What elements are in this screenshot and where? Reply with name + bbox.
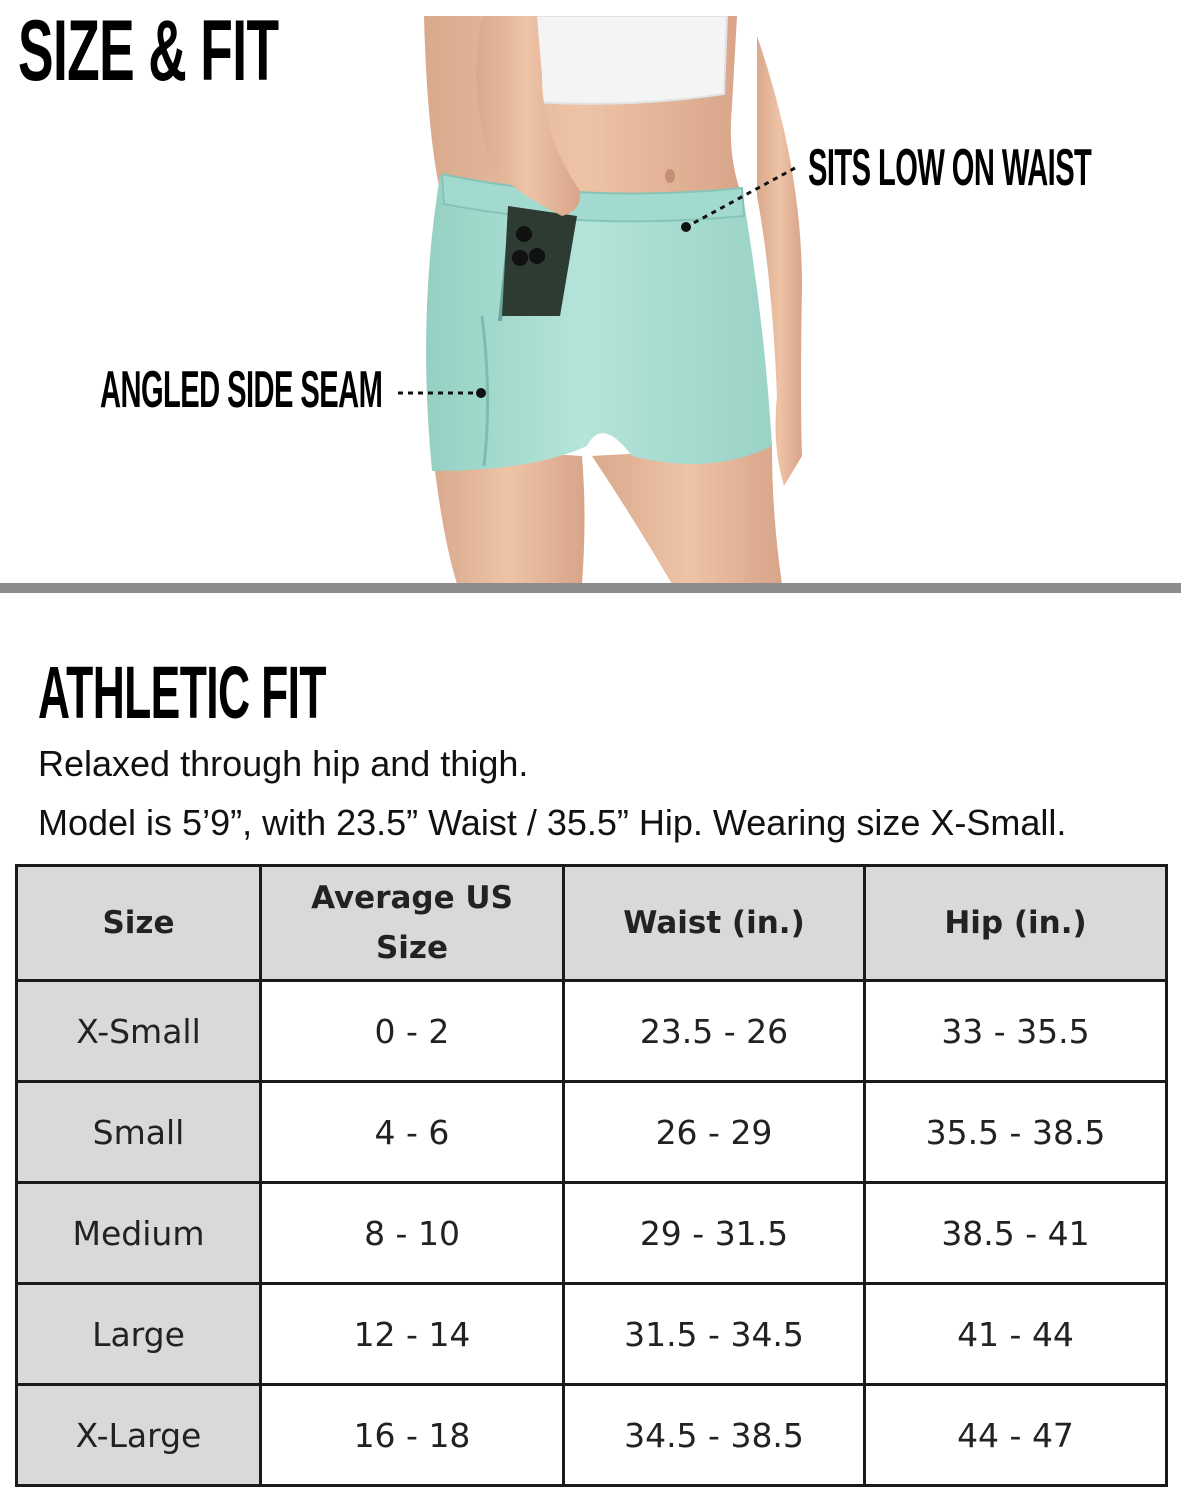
us-size-cell: 8 - 10 [261,1183,564,1284]
callout-sits-low-on-waist: SITS LOW ON WAIST [808,139,1092,197]
section-divider [0,583,1181,593]
waist-cell: 29 - 31.5 [564,1183,865,1284]
table-row [17,1385,1167,1486]
model-wearing-shorts-image [332,16,842,584]
us-size-cell: 4 - 6 [261,1082,564,1183]
header-average-us-size: Average US Size [261,866,564,981]
table-row [17,1183,1167,1284]
product-photo [332,16,842,584]
hip-cell: 41 - 44 [865,1284,1167,1385]
callout-angled-side-seam: ANGLED SIDE SEAM [100,361,383,419]
us-size-cell: 12 - 14 [261,1284,564,1385]
waist-cell: 31.5 - 34.5 [564,1284,865,1385]
size-cell: Large [17,1284,261,1385]
size-cell: X-Small [17,981,261,1082]
hip-cell: 44 - 47 [865,1385,1167,1486]
fit-description: Relaxed through hip and thigh. [38,743,529,784]
size-cell: Small [17,1082,261,1183]
header-size: Size [17,866,261,981]
hip-cell: 35.5 - 38.5 [865,1082,1167,1183]
size-cell: X-Large [17,1385,261,1486]
waist-cell: 23.5 - 26 [564,981,865,1082]
us-size-cell: 16 - 18 [261,1385,564,1486]
table-row [17,1284,1167,1385]
hip-cell: 38.5 - 41 [865,1183,1167,1284]
page-title: SIZE & FIT [18,3,279,99]
header-hip: Hip (in.) [865,866,1167,981]
us-size-cell: 0 - 2 [261,981,564,1082]
size-cell: Medium [17,1183,261,1284]
table-row [17,981,1167,1082]
waist-cell: 34.5 - 38.5 [564,1385,865,1486]
table-header-row [17,866,1167,981]
waist-cell: 26 - 29 [564,1082,865,1183]
size-chart-table [15,864,1168,1487]
header-waist: Waist (in.) [564,866,865,981]
fit-heading: ATHLETIC FIT [38,651,326,734]
table-row [17,1082,1167,1183]
hip-cell: 33 - 35.5 [865,981,1167,1082]
model-measurements: Model is 5’9”, with 23.5” Waist / 35.5” Hip. Wearing size X-Small. [38,802,1067,843]
